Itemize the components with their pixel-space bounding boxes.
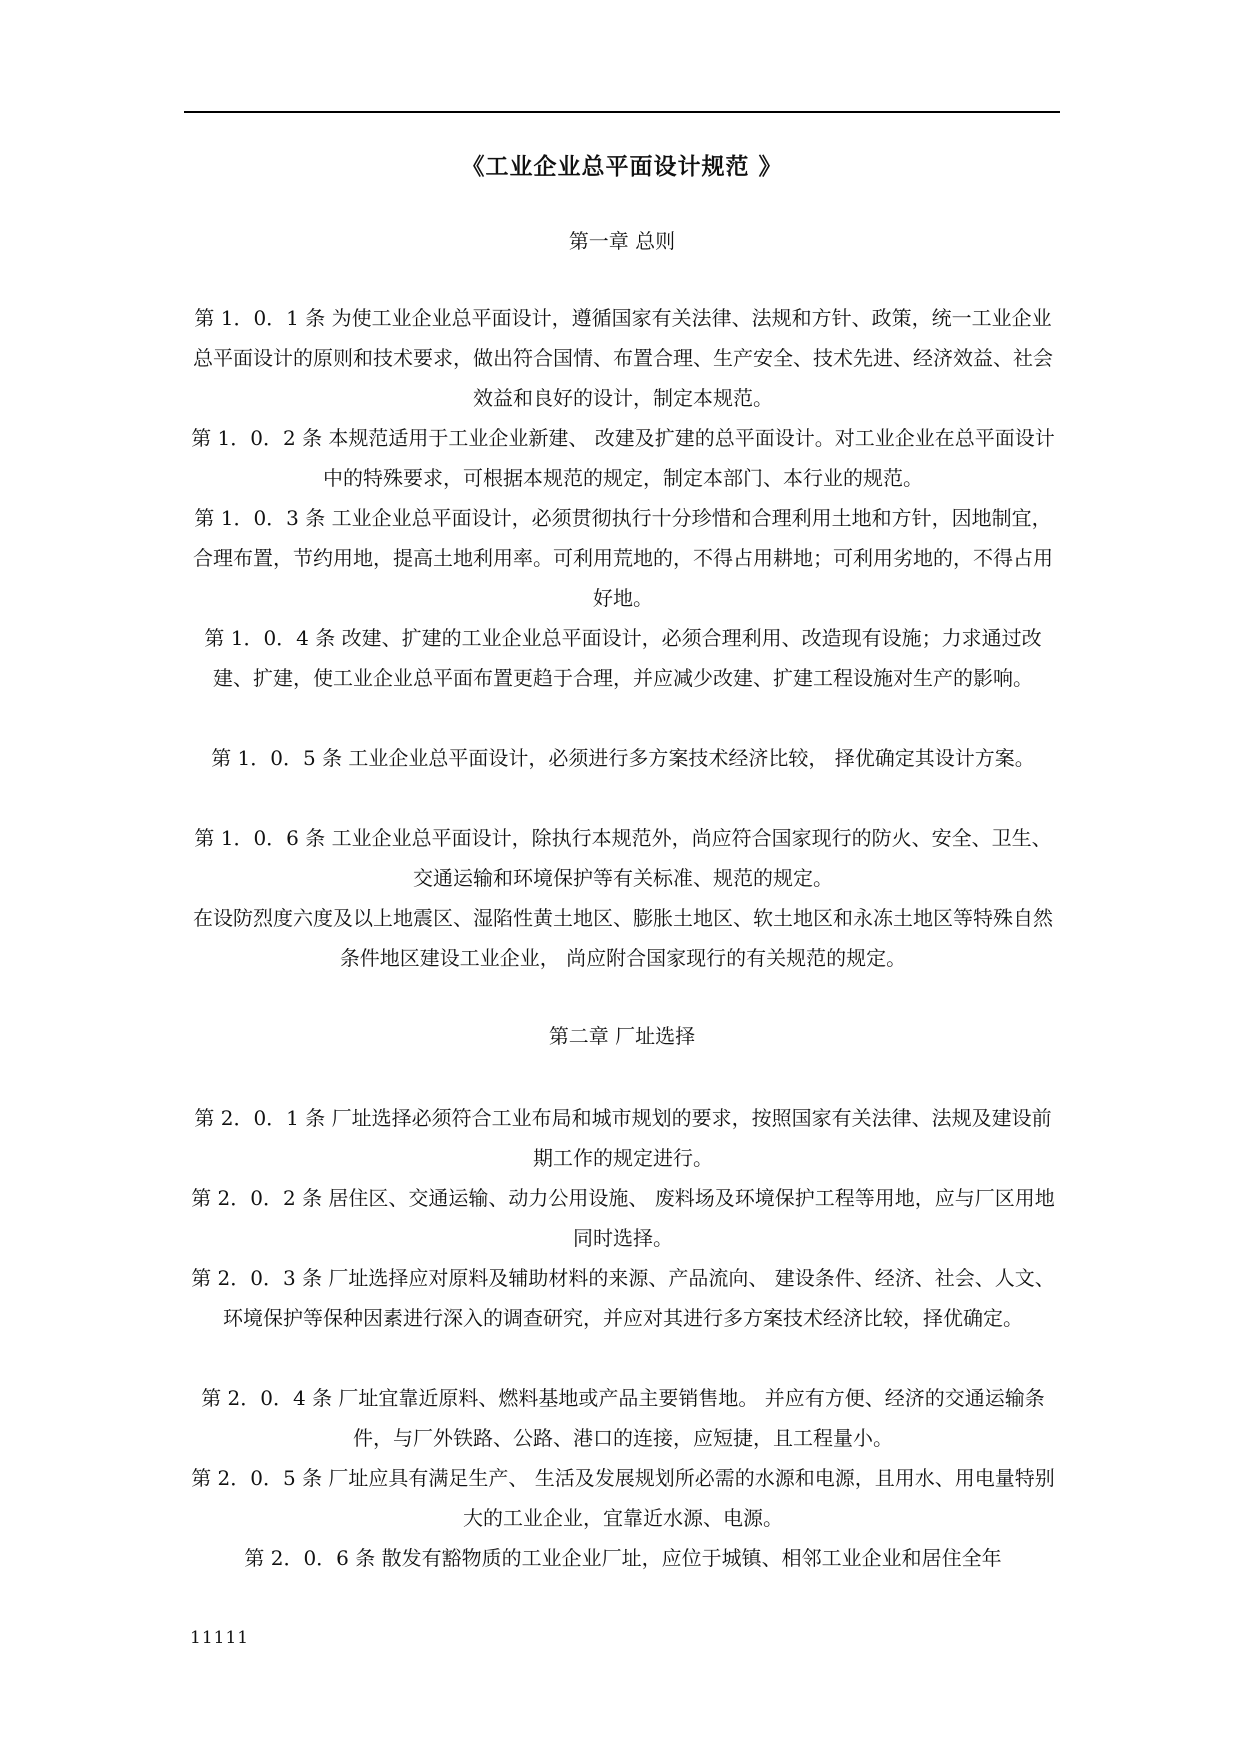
article-1-0-6: 第 1．0．6 条 工业企业总平面设计，除执行本规范外，尚应符合国家现行的防火、安全、卫生、交通运输和环境保护等有关标准、规范的规定。 [194,826,1052,890]
chapter-2-heading: 第二章 厂址选择 [548,1024,696,1048]
header-rule [184,111,1060,113]
article-1-0-6-supplement: 在设防烈度六度及以上地震区、湿陷性黄土地区、膨胀土地区、软土地区和永冻土地区等特殊自然条件地区建设工业企业， 尚应附合国家现行的有关规范的规定。 [193,906,1053,970]
article-2-0-4: 第 2．0．4 条 厂址宜靠近原料、燃料基地或产品主要销售地。 并应有方便、经济的交通运输条件，与厂外铁路、公路、港口的连接，应短捷，且工程量小。 [201,1386,1045,1450]
article-2-0-3: 第 2．0．3 条 厂址选择应对原料及辅助材料的来源、产品流向、 建设条件、经济、社会、人文、环境保护等保种因素进行深入的调查研究，并应对其进行多方案技术经济比较，择优确定。 [191,1266,1055,1330]
document-title: 《工业企业总平面设计规范 》 [461,153,783,180]
article-1-0-1: 第 1．0．1 条 为使工业企业总平面设计，遵循国家有关法律、法规和方针、政策，统一工业企业总平面设计的原则和技术要求，做出符合国情、布置合理、生产安全、技术先进、经济效益、社会效益和良好的设计，制定本规范。 [193,306,1053,410]
article-2-0-5: 第 2．0．5 条 厂址应具有满足生产、 生活及发展规划所必需的水源和电源，且用水、用电量特别大的工业企业，宜靠近水源、电源。 [191,1466,1055,1530]
chapter-1-heading: 第一章 总则 [568,229,676,253]
article-2-0-1: 第 2．0．1 条 厂址选择必须符合工业布局和城市规划的要求，按照国家有关法律、法规及建设前期工作的规定进行。 [194,1106,1052,1170]
article-1-0-4: 第 1．0．4 条 改建、扩建的工业企业总平面设计，必须合理利用、改造现有设施；力求通过改建、扩建，使工业企业总平面布置更趋于合理，并应减少改建、扩建工程设施对生产的影响。 [204,626,1042,690]
article-1-0-5: 第 1．0．5 条 工业企业总平面设计，必须进行多方案技术经济比较， 择优确定其设计方案。 [211,746,1035,770]
page-number: 11111 [190,1628,250,1648]
article-1-0-3: 第 1．0．3 条 工业企业总平面设计，必须贯彻执行十分珍惜和合理利用土地和方针，因地制宜，合理布置，节约用地，提高土地利用率。可利用荒地的，不得占用耕地；可利用劣地的，不得占用好地。 [193,506,1053,610]
article-1-0-2: 第 1．0．2 条 本规范适用于工业企业新建、 改建及扩建的总平面设计。对工业企业在总平面设计中的特殊要求，可根据本规范的规定，制定本部门、本行业的规范。 [191,426,1055,490]
article-2-0-2: 第 2．0．2 条 居住区、交通运输、动力公用设施、 废料场及环境保护工程等用地，应与厂区用地同时选择。 [191,1186,1055,1250]
article-2-0-6: 第 2．0．6 条 散发有豁物质的工业企业厂址，应位于城镇、相邻工业企业和居住全年 [244,1546,1002,1570]
